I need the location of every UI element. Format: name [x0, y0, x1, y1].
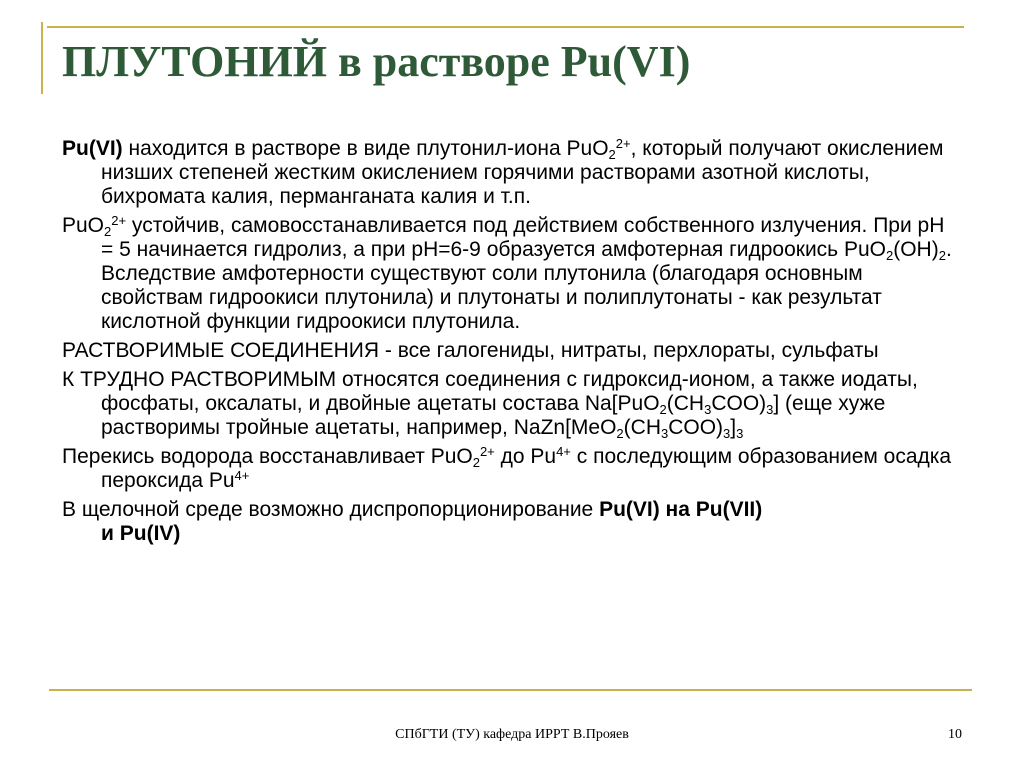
text-run: (OH): [893, 238, 939, 261]
subscript: 3: [736, 426, 744, 441]
text-run: COO): [668, 416, 724, 439]
superscript: 4+: [234, 468, 250, 483]
subscript: 3: [723, 426, 731, 441]
subscript: 2: [104, 224, 112, 239]
paragraph-disproportionation: [62, 498, 962, 546]
text-run: находится в растворе в виде плутонил-иона PuO: [122, 137, 609, 160]
subscript: 2: [472, 455, 480, 470]
bold-run: Pu(VI) на Pu(VII): [599, 498, 763, 521]
bold-run: и Pu(IV): [101, 522, 181, 545]
footer-text: СПбГТИ (ТУ) кафедра ИРРТ В.Прояев: [395, 727, 629, 742]
text-run: . Вследствие амфотерности существуют соли плутонила (благодаря основным свойствам гидроокиси плутонила) и плутонаты и полиплутонаты - как результат кислотной функции гидроокиси плутонила.: [101, 238, 952, 333]
text-run: PuO: [62, 214, 105, 237]
text-run: В щелочной среде возможно диспропорционирование: [62, 498, 600, 521]
paragraph-insoluble: [62, 368, 962, 440]
subscript: 3: [704, 402, 712, 417]
text-run: COO): [711, 392, 767, 415]
text-run: (CH: [623, 416, 661, 439]
text-run: Перекись водорода восстанавливает PuO: [62, 445, 473, 468]
slide-body: [62, 137, 962, 551]
text-run: (CH: [666, 392, 705, 415]
footer-rule: [49, 689, 972, 691]
text-run: до Pu: [494, 445, 557, 468]
subscript: 3: [660, 426, 669, 441]
superscript: 4+: [556, 444, 571, 459]
subscript: 2: [659, 402, 667, 417]
text-run: устойчив, самовосстанавливается под действием собственного излучения. При рН = 5 начинается гидролиз, а при рН=6-9 образуется амфотерная гидроокись PuO: [101, 214, 945, 261]
subscript: 2: [938, 248, 946, 263]
text-run: ]: [730, 416, 737, 439]
bold-lead: Pu(VI): [62, 137, 123, 160]
text-run: К ТРУДНО РАСТВОРИМЫМ относятся соединения с гидроксид-ионом, а также иодаты, фосфаты, оксалаты, и двойные ацетаты состава Na[PuO: [62, 368, 918, 415]
page-number: 10: [948, 727, 962, 742]
title-top-rule: [47, 26, 964, 28]
paragraph-peroxide: [62, 445, 962, 493]
subscript: 2: [608, 147, 616, 162]
text-run: с последующим образованием осадка пероксида Pu: [101, 445, 952, 492]
superscript: 2+: [615, 136, 631, 151]
subscript: 3: [766, 402, 774, 417]
subscript: 2: [616, 426, 624, 441]
paragraph-stability: [62, 214, 962, 334]
text-run: ] (еще хуже растворимы тройные ацетаты, например, NaZn[MeO: [101, 392, 886, 439]
title-side-rule: [41, 22, 43, 94]
superscript: 2+: [111, 213, 127, 228]
paragraph-pu6-state: [62, 137, 962, 209]
paragraph-soluble: [62, 339, 962, 363]
superscript: 2+: [479, 444, 495, 459]
subscript: 2: [885, 248, 894, 263]
slide-title: ПЛУТОНИЙ в растворе Pu(VI): [62, 37, 691, 86]
text-run: РАСТВОРИМЫЕ СОЕДИНЕНИЯ - все галогениды, нитраты, перхлораты, сульфаты: [62, 339, 879, 362]
text-run: , который получают окислением низших степеней жестким окислением горячими растворами азотной кислоты, бихромата калия, перманганата калия и т.п.: [101, 137, 944, 208]
